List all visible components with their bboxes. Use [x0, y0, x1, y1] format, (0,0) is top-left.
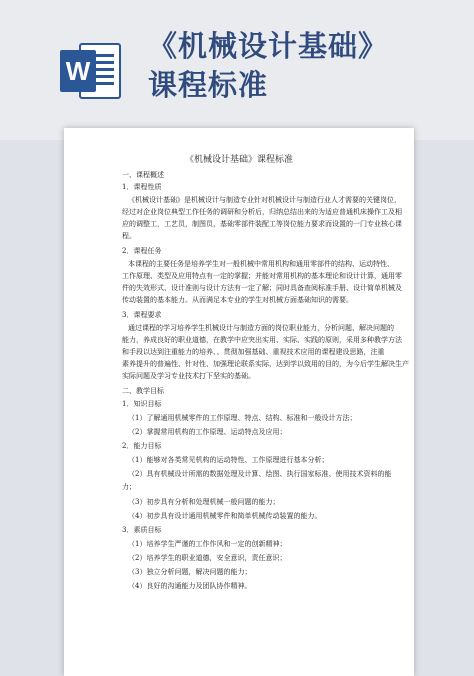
subsection-heading: 1．知识目标 [122, 400, 162, 408]
paragraph-line: 通过课程的学习培养学生机械设计与制造方面的岗位职业能力，分析问题、解决问题的 [128, 324, 394, 332]
list-item: （1）能够对各类常见机构的运动特性、工作原理进行基本分析； [128, 456, 329, 464]
document-title: 《机械设计基础》课程标准 [184, 155, 293, 165]
word-icon-letter: W [65, 56, 91, 86]
paragraph-line: 件的失效形式、设计准则与设计方法有一定了解；同时具备查阅标准手册、设计简单机械及 [122, 284, 402, 292]
paragraph-line: 传动装置的基本能力。从而满足本专业的学生对机械方面基础知识的需要。 [122, 296, 353, 304]
paragraph-line: 和手段以达到注重能力的培养、、贯彻加强基础、重视技术应用的课程建设思路，注重 [122, 348, 385, 356]
subsection-heading: 1．课程性质 [122, 183, 162, 191]
subsection-heading: 3．课程要求 [122, 311, 162, 319]
section-heading: 二、教学目标 [122, 387, 164, 395]
paragraph-line: 《机械设计基础》是机械设计与制造专业针对机械设计与制造行业人才需要的关键岗位， [128, 196, 401, 204]
paragraph-line: 程。 [122, 232, 136, 240]
list-item: （1）培养学生严谨的工作作风和一定的创新精神； [128, 540, 287, 548]
list-item: （4）良好的沟通能力及团队协作精神。 [128, 582, 252, 590]
banner-title-line1: 《机械设计基础》 [148, 29, 389, 63]
list-item: （3）独立分析问题，解决问题的能力； [128, 568, 252, 576]
section-heading: 一、课程概述 [122, 171, 164, 179]
subsection-heading: 3．素质目标 [122, 526, 162, 534]
document-page [64, 128, 414, 676]
banner [0, 0, 474, 140]
list-item: （2）掌握常用机构的工作原理、运动特点及应用； [128, 428, 287, 436]
paragraph-line: 素养提升的普遍性、针对性、加强理论联系实际，达到学以致用的目的，为今后学生解决生产 [122, 360, 409, 368]
word-document-icon [60, 40, 122, 102]
paragraph-line: 本课程的主要任务是培养学生对一般机械中常用机构和通用零部件的结构、运动特性、 [128, 260, 394, 268]
subsection-heading: 2．课程任务 [122, 247, 162, 255]
banner-title-line2: 课程标准 [148, 68, 269, 102]
paragraph-line: 经过对企业岗位典型工作任务的调研和分析后，归纳总结出来的为适应普通机床操作工及相 [122, 208, 402, 216]
list-item: （4）初步具有设计通用机械零件和简单机械传动装置的能力。 [128, 512, 322, 520]
list-item-continuation: 力； [122, 483, 136, 491]
paragraph-line: 实际问题及学习专业技术打下坚实的基础。 [122, 372, 255, 380]
list-item: （3）初步具有分析和处理机械一般问题的能力； [128, 498, 280, 506]
list-item: （2）培养学生的职业道德，安全意识，责任意识； [128, 554, 287, 562]
paragraph-line: 能力，养成良好的职业道德，在教学中应突出实用、实际、实践的原则，采用多种教学方法 [122, 336, 402, 344]
list-item: （2）具有机械设计所需的数据处理及计算、绘图、执行国家标准、使用技术资料的能 [128, 470, 392, 478]
subsection-heading: 2．能力目标 [122, 442, 162, 450]
paragraph-line: 应的调整工，工艺员，制图员，基础零部件装配工等岗位能力要求而设置的一门专业核心课 [122, 220, 402, 228]
list-item: （1）了解通用机械零件的工作原理、特点、结构、标准和一般设计方法； [128, 414, 357, 422]
paragraph-line: 工作原理、类型及应用特点有一定的掌握；并能对常用机构的基本理论和设计计算，通用零 [122, 272, 402, 280]
